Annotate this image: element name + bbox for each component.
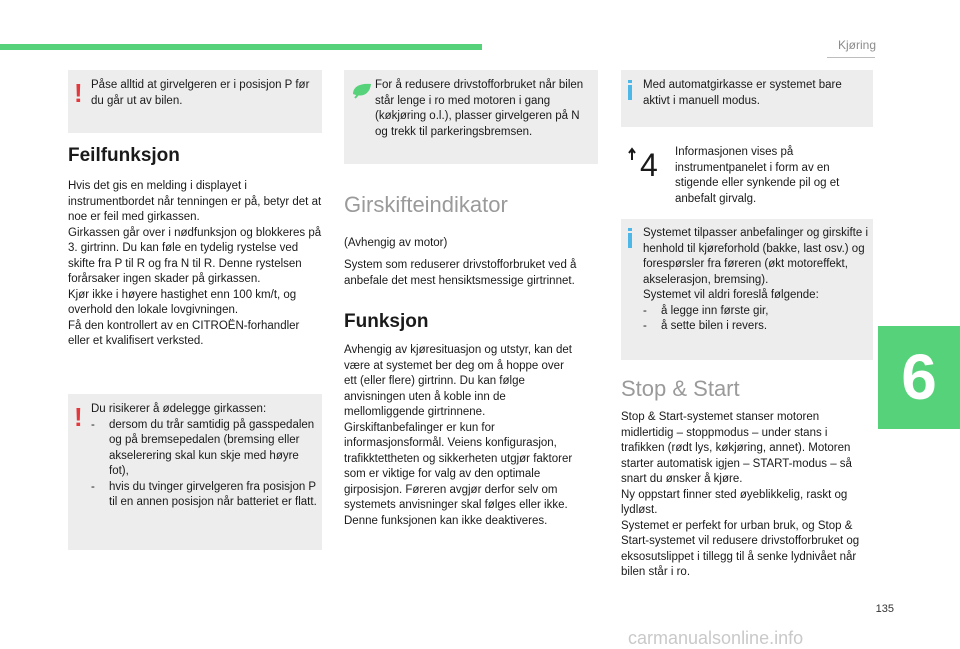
- watermark: carmanualsonline.info: [628, 628, 804, 648]
- feilfunksjon-para-4: Få den kontrollert av en CITROËN-forhandler eller et kvalifisert verksted.: [68, 319, 300, 347]
- eco-leaf-icon: [351, 82, 373, 100]
- stop-start-para-2: Ny oppstart finner sted øyeblikkelig, raskt og lydløst.: [621, 488, 848, 516]
- gear-shift-indicator-icon: [626, 146, 662, 180]
- heading-feilfunksjon: Feilfunksjon: [68, 145, 180, 166]
- info-icon: [627, 228, 633, 248]
- page-number: 135: [875, 603, 894, 615]
- stop-start-body: [621, 410, 871, 581]
- funksjon-para-2: Girskiftanbefalinger er kun for informasjonsformål. Veiens konfigurasjon, trafikktettheten og sikkerheten utgjør faktorer som er viktige for valg av den optimale girposisjon. Føreren avgjør derfor selv om systemets anvisninger skal følges eller ikke. Denne funksjonen kan ikke deaktiveres.: [344, 421, 573, 527]
- feilfunksjon-body: [68, 179, 324, 350]
- info-adaptive-text: [643, 226, 869, 335]
- heading-stop-start: Stop & Start: [621, 376, 740, 401]
- chapter-tab: 6: [878, 326, 960, 429]
- girskifte-intro: System som reduserer drivstofforbruket ved å anbefale det mest hensiktsmessige girtrinnet.: [344, 259, 577, 287]
- warning-icon: !: [74, 78, 83, 108]
- stop-start-para-3: Systemet er perfekt for urban bruk, og Stop & Start-systemet vil redusere drivstofforbruket og eksosutslippet i tillegg til å senke lydnivået når bilen står i ro.: [621, 519, 860, 578]
- svg-text:4: 4: [640, 147, 658, 180]
- funksjon-para-1: Avhengig av kjøresituasjon og utstyr, kan det være at systemet ber deg om å hoppe over ett (eller flere) girtrinn. Du kan følge anvisningen uten å koble inn de mellomliggende girtrinnene.: [344, 344, 573, 418]
- feilfunksjon-para-2: Girkassen går over i nødfunksjon og blokkeres på 3. girtrinn. Du kan føle en tydelig rystelse ved skifte fra P til R og fra N til R. Denne rystelsen forårsaker ingen skader på girkassen.: [68, 226, 322, 285]
- list-item: - å legge inn første gir,: [643, 304, 769, 317]
- heading-girskifteindikator: Girskifteindikator: [344, 192, 508, 217]
- funksjon-body: [344, 343, 574, 529]
- warning-park-text: Påse alltid at girvelgeren er i posisjon P før du går ut av bilen.: [91, 79, 310, 107]
- gear-display-text: Informasjonen vises på instrumentpanelet i form av en stigende eller synkende pil og et anbefalt girvalg.: [675, 146, 840, 205]
- feilfunksjon-para-3: Kjør ikke i høyere hastighet enn 100 km/t, og overhold den lokale lovgivningen.: [68, 288, 297, 316]
- info-automatic-text: Med automatgirkasse er systemet bare aktivt i manuell modus.: [643, 79, 842, 107]
- info-adaptive-intro: Systemet vil aldri foreslå følgende:: [643, 289, 819, 301]
- list-item: - dersom du trår samtidig på gasspedalen og på bremsepedalen (bremsing eller akselerering skal kun skje med høyre fot),: [91, 418, 315, 477]
- warning-gearbox-text: [91, 402, 319, 511]
- eco-tip-text: For å redusere drivstofforbruket når bilen står lenge i ro med motoren i gang (køkjøring o.l.), plasser girvelgeren på N og trekk til parkeringsbremsen.: [375, 79, 584, 138]
- heading-funksjon: Funksjon: [344, 311, 429, 332]
- list-item: - å sette bilen i revers.: [643, 320, 768, 332]
- header-accent-bar: [0, 44, 482, 50]
- girskifte-subtitle: (Avhengig av motor): [344, 237, 448, 249]
- stop-start-para-1: Stop & Start-systemet stanser motoren midlertidig – stoppmodus – under stans i trafikken (rødt lys, køkjøring, annet). Motoren starter automatisk igjen – START-modus – så snart du ønsker å kjøre.: [621, 411, 852, 485]
- header-divider: [827, 57, 875, 58]
- warning-icon: !: [74, 402, 83, 432]
- info-icon: [627, 80, 633, 100]
- info-adaptive-para: Systemet tilpasser anbefalinger og girskifte i henhold til kjøreforhold (bakke, last osv.) og forespørsler fra føreren (økt motoreffekt, akselerasjon, bremsing).: [643, 227, 868, 286]
- feilfunksjon-para-1: Hvis det gis en melding i displayet i instrumentbordet når tenningen er på, betyr det at noe er feil med girkassen.: [68, 180, 322, 223]
- warning-gearbox-intro: Du risikerer å ødelegge girkassen:: [91, 403, 267, 415]
- list-item: - hvis du tvinger girvelgeren fra posisjon P til en annen posisjon når batteriet er flatt.: [91, 480, 317, 508]
- section-title: Kjøring: [837, 38, 876, 52]
